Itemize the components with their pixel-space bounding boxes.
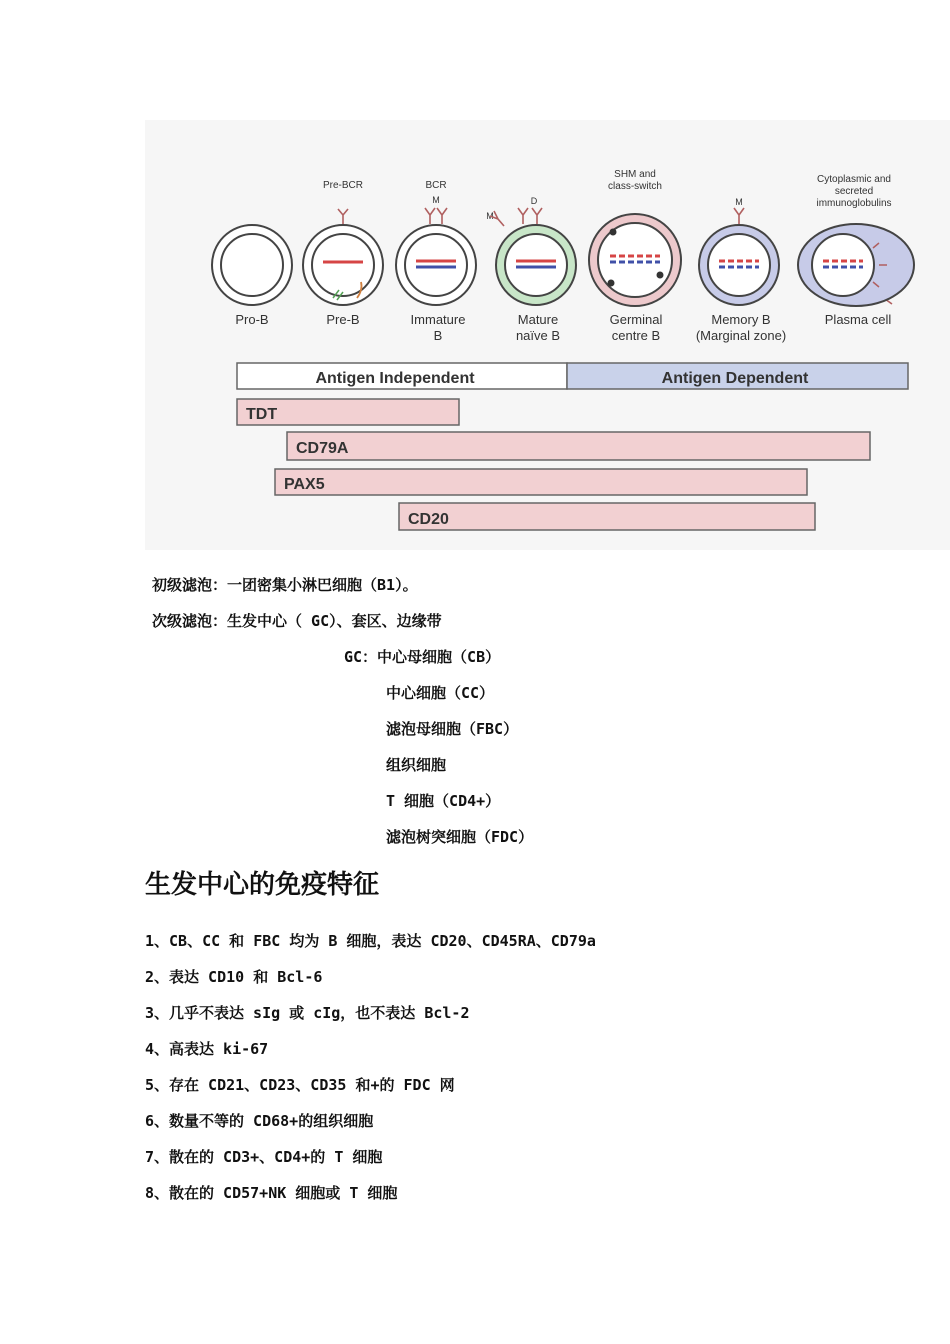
germinal-centre-b-cell xyxy=(589,214,681,306)
gc-item-fdc: 滤泡树突细胞（FDC） xyxy=(386,828,534,846)
marker-label-cd20: CD20 xyxy=(408,511,449,528)
gc-item-t-cell: T 细胞（CD4+） xyxy=(386,792,501,810)
immature-b-cell xyxy=(396,225,476,305)
feature-item-8: 8、散在的 CD57+NK 细胞或 T 细胞 xyxy=(145,1184,398,1202)
marker-label-cd79a: CD79A xyxy=(296,440,349,457)
cell-label-immature-1: Immature xyxy=(410,312,466,327)
pre-b-cell xyxy=(303,225,383,305)
cell-label-memory-2: (Marginal zone) xyxy=(695,328,787,343)
feature-item-4: 4、高表达 ki-67 xyxy=(145,1040,269,1058)
label-bcr: BCR xyxy=(425,180,447,191)
cell-label-memory-1: Memory B xyxy=(711,312,771,327)
phase-independent-label: Antigen Independent xyxy=(315,370,475,387)
cell-label-pre-b: Pre-B xyxy=(326,312,360,327)
cell-label-germinal-1: Germinal xyxy=(609,312,663,327)
feature-item-2: 2、表达 CD10 和 Bcl-6 xyxy=(145,968,323,986)
pro-b-cell xyxy=(212,225,292,305)
cell-label-mature-2: naïve B xyxy=(515,328,561,343)
label-m-mature: M xyxy=(486,211,494,221)
cell-label-germinal-2: centre B xyxy=(611,328,661,343)
cell-label-mature-1: Mature xyxy=(517,312,559,327)
secondary-follicle-text: 次级滤泡：生发中心（ GC）、套区、边缘带 xyxy=(152,612,442,630)
label-shm-1: SHM and xyxy=(614,169,656,180)
memory-b-cell xyxy=(699,225,779,305)
primary-follicle-text: 初级滤泡：一团密集小淋巴细胞（B1）。 xyxy=(152,576,418,594)
cell-label-pro-b: Pro-B xyxy=(235,312,269,327)
marker-bar-pax5 xyxy=(275,469,807,495)
feature-item-3: 3、几乎不表达 sIg 或 cIg，也不表达 Bcl-2 xyxy=(145,1004,470,1022)
feature-item-7: 7、散在的 CD3+、CD4+的 T 细胞 xyxy=(145,1148,383,1166)
label-cyto-2: secreted xyxy=(834,186,874,197)
marker-bar-cd79a xyxy=(287,432,870,460)
label-cyto-3: immunoglobulins xyxy=(816,198,892,209)
feature-item-1: 1、CB、CC 和 FBC 均为 B 细胞，表达 CD20、CD45RA、CD79a xyxy=(145,932,596,950)
marker-label-tdt: TDT xyxy=(246,406,278,423)
gc-item-fbc: 滤泡母细胞（FBC） xyxy=(386,720,519,738)
label-cyto-1: Cytoplasmic and xyxy=(817,174,891,185)
feature-item-5: 5、存在 CD21、CD23、CD35 和+的 FDC 网 xyxy=(145,1076,455,1094)
mature-naive-b-cell xyxy=(496,225,576,305)
cell-label-immature-2: B xyxy=(433,328,443,343)
feature-item-6: 6、数量不等的 CD68+的组织细胞 xyxy=(145,1112,374,1130)
label-shm-2: class-switch xyxy=(608,181,662,192)
marker-label-pax5: PAX5 xyxy=(284,476,325,493)
gc-item-cb: GC：中心母细胞（CB） xyxy=(344,648,501,666)
gc-item-histiocyte: 组织细胞 xyxy=(386,756,447,774)
section-heading: 生发中心的免疫特征 xyxy=(145,870,380,900)
b-cell-development-figure xyxy=(145,120,950,550)
phase-dependent-label: Antigen Dependent xyxy=(661,370,809,387)
label-m-memory: M xyxy=(735,197,743,207)
label-d-mature: D xyxy=(530,196,538,206)
marker-bar-cd20 xyxy=(399,503,815,530)
label-pre-bcr: Pre-BCR xyxy=(322,180,364,191)
gc-item-cc: 中心细胞（CC） xyxy=(386,684,495,702)
plasma-cell xyxy=(798,224,914,306)
cell-label-plasma: Plasma cell xyxy=(824,312,892,327)
label-m-immature: M xyxy=(432,195,440,205)
